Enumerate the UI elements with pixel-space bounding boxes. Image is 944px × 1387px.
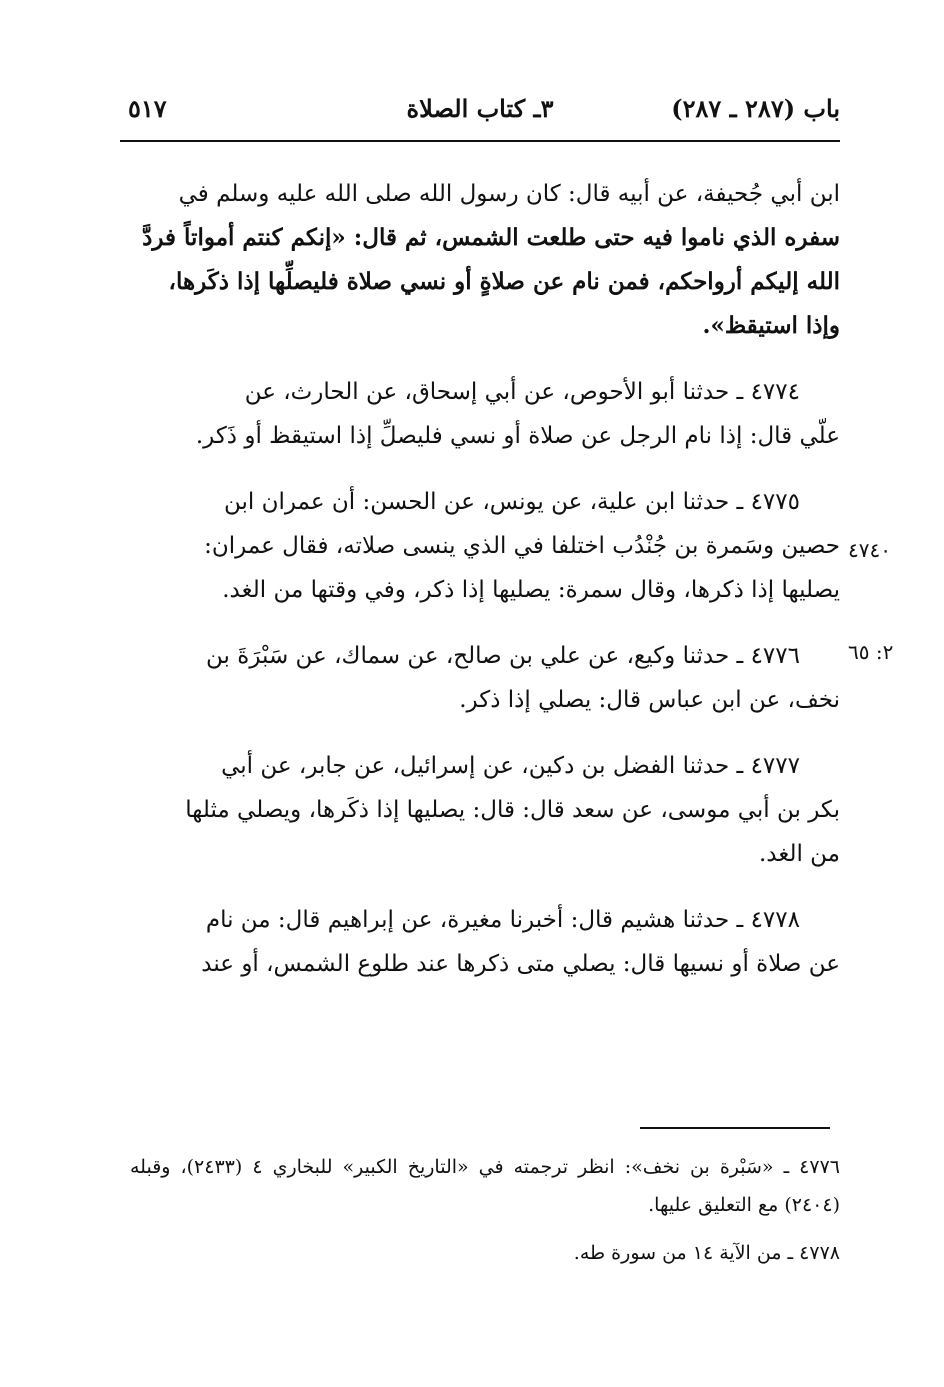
text-line: الله إليكم أرواحكم، فمن نام عن صلاةٍ أو نسي صلاة فليصلِّها إذا ذكَرها، <box>168 268 840 295</box>
text-line: حصين وسَمرة بن جُنْدُب اختلفا في الذي ينسى صلاته، فقال عمران: <box>204 533 840 559</box>
hadith-4774 <box>120 370 840 458</box>
page-number: ٥١٧ <box>128 94 167 123</box>
text-line: ٤٧٧٨ ـ حدثنا هشيم قال: أخبرنا مغيرة، عن إبراهيم قال: من نام <box>205 907 800 933</box>
footnote-4776: ٤٧٧٦ ـ «سَبْرة بن نخف»: انظر ترجمته في «التاريخ الكبير» للبخاري ٤ (٢٤٣٣)، وقبله (٢٤٠٤) مع التعليق عليها. <box>130 1156 840 1216</box>
text-line: ابن أبي جُحيفة، عن أبيه قال: كان رسول الله صلى الله عليه وسلم في <box>178 181 840 207</box>
hadith-4776 <box>120 634 840 722</box>
header-rule <box>120 140 840 142</box>
text-line: وإذا استيقظ». <box>702 312 840 339</box>
margin-note-cross-ref: ٤٧٤٠ <box>848 538 891 562</box>
text-line: يصليها إذا ذكرها، وقال سمرة: يصليها إذا ذكر، وفي وقتها من الغد. <box>222 577 840 603</box>
footnote-rule <box>640 1127 830 1129</box>
text-line: بكر بن أبي موسى، عن سعد قال: قال: يصليها إذا ذكَرها، ويصلي مثلها <box>185 797 840 823</box>
book-title: ٣ـ كتاب الصلاة <box>406 94 554 123</box>
hadith-4778 <box>120 898 840 986</box>
hadith-4777 <box>120 744 840 876</box>
text-line: سفره الذي ناموا فيه حتى طلعت الشمس، ثم قال: «إنكم كنتم أمواتاً فردَّ <box>142 224 840 251</box>
hadith-4775 <box>120 480 840 612</box>
text-line: علّي قال: إذا نام الرجل عن صلاة أو نسي فليصلِّ إذا استيقظ أو ذَكر. <box>195 423 840 449</box>
footnote-4778: ٤٧٧٨ ـ من الآية ١٤ من سورة طه. <box>573 1242 840 1264</box>
text-line: ٤٧٧٤ ـ حدثنا أبو الأحوص، عن أبي إسحاق، عن الحارث، عن <box>244 379 800 405</box>
paragraph-continuation <box>120 172 840 348</box>
text-line: ٤٧٧٧ ـ حدثنا الفضل بن دكين، عن إسرائيل، عن جابر، عن أبي <box>221 753 800 779</box>
main-text <box>120 172 840 1008</box>
text-line: نخف، عن ابن عباس قال: يصلي إذا ذكر. <box>459 687 840 713</box>
chapter-reference: باب (٢٨٧ ـ ٢٨٧) <box>671 94 840 123</box>
text-line: ٤٧٧٦ ـ حدثنا وكيع، عن علي بن صالح، عن سماك، عن سَبْرَةَ بن <box>206 643 800 669</box>
page-header <box>120 84 840 134</box>
margin-note-volume-page: ٢: ٦٥ <box>848 640 894 664</box>
text-line: عن صلاة أو نسيها قال: يصلي متى ذكرها عند طلوع الشمس، أو عند <box>201 951 840 977</box>
text-line: من الغد. <box>758 841 840 867</box>
text-line: ٤٧٧٥ ـ حدثنا ابن علية، عن يونس، عن الحسن: أن عمران ابن <box>223 489 800 515</box>
footnotes <box>130 1148 840 1282</box>
